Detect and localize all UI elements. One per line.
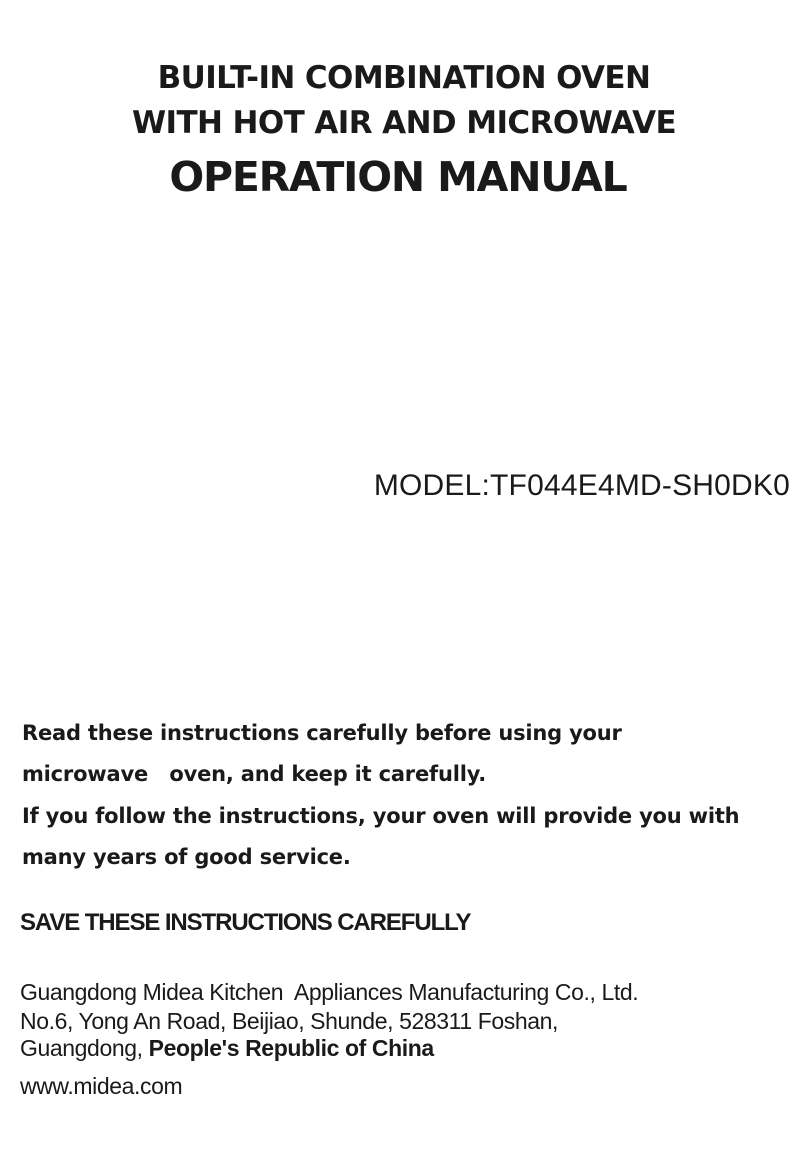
website-link[interactable]: www.midea.com: [20, 1073, 183, 1099]
manufacturer-name: Guangdong Midea Kitchen Appliances Manufacturing Co., Ltd.: [20, 979, 639, 1005]
manual-title-line-2: WITH HOT AIR AND MICROWAVE: [131, 105, 677, 141]
instruction-line-2: microwave oven, and keep it carefully.: [22, 762, 487, 786]
address-region: Guangdong,: [20, 1035, 143, 1061]
model-number: MODEL:TF044E4MD-SH0DK0: [373, 469, 790, 502]
address-country: People's Republic of China: [148, 1035, 434, 1061]
instruction-line-1: Read these instructions carefully before using your: [22, 721, 622, 745]
instruction-line-4: many years of good service.: [22, 845, 351, 869]
manufacturer-address-line-1: No.6, Yong An Road, Beijiao, Shunde, 528311 Foshan,: [20, 1008, 559, 1034]
manual-title-line-1: BUILT-IN COMBINATION OVEN: [157, 60, 651, 96]
manufacturer-address-line-2: [20, 1035, 434, 1062]
instruction-line-3: If you follow the instructions, your oven will provide you with: [22, 804, 740, 828]
save-instructions-notice: SAVE THESE INSTRUCTIONS CAREFULLY: [20, 909, 471, 936]
manual-title-line-3: OPERATION MANUAL: [169, 153, 627, 201]
